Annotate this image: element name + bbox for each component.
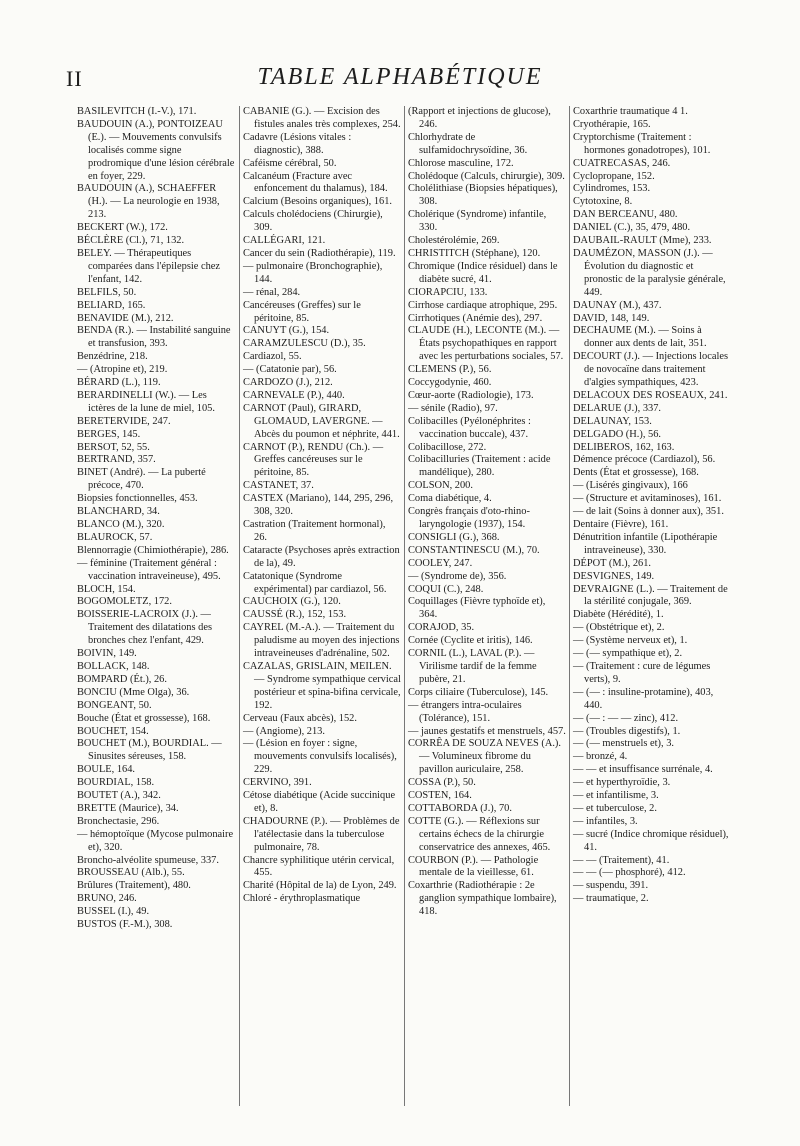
index-entry: DAN BERCEANU, 480. (573, 209, 678, 221)
index-entry: Cylindromes, 153. (573, 183, 651, 195)
index-entry: Démence précoce (Cardiazol), 56. (573, 454, 716, 466)
index-entry: COLSON, 200. (408, 480, 473, 492)
index-entry: — (Syndrome de), 356. (408, 570, 507, 582)
index-entry: CUATRECASAS, 246. (573, 157, 671, 169)
index-entry: BOUCHET (M.), BOURDIAL. — Sinusites séreuses, 158. (77, 738, 222, 763)
index-entry: — traumatique, 2. (573, 893, 649, 905)
index-entry: DECHAUME (M.). — Soins à donner aux dents de lait, 351. (573, 325, 707, 350)
index-entry: BAUDOUIN (A.), SCHAEFFER (H.). — La neurologie en 1938, 213. (77, 183, 220, 221)
index-entry: Cirrhotiques (Anémie des), 297. (408, 312, 543, 324)
index-entry: CLAUDE (H.), LECONTE (M.). — États psychopathiques en rapport avec les perturbations sociales, 57. (408, 325, 564, 363)
index-entry: DELACOUX DES ROSEAUX, 241. (573, 389, 728, 401)
index-entry: Caféisme cérébral, 50. (243, 157, 337, 169)
index-entry: Blennorragie (Chimiothérapie), 286. (77, 544, 229, 556)
index-entry: Calculs cholédociens (Chirurgie), 309. (243, 209, 383, 234)
index-entry: BASILEVITCH (I.-V.), 171. (77, 106, 197, 117)
index-entry: Broncho-alvéolite spumeuse, 337. (77, 854, 219, 866)
index-entry: Cétose diabétique (Acide succinique et), 8. (243, 790, 396, 814)
index-entry: BERTRAND, 357. (77, 454, 156, 466)
index-entry: Cerveau (Faux abcès), 152. (243, 712, 357, 724)
index-entry: CONSIGLI (G.), 368. (408, 531, 500, 543)
index-entry: CALLÉGARI, 121. (243, 235, 326, 247)
index-entry: CAUSSÉ (R.), 152, 153. (243, 609, 347, 621)
index-entry: Coquillages (Fièvre typhoïde et), 364. (408, 596, 546, 621)
index-entry: — étrangers intra-oculaires (Tolérance), 151. (408, 699, 522, 724)
index-entry: Colibacillose, 272. (408, 441, 487, 453)
index-entry: DELARUE (J.), 337. (573, 402, 662, 414)
index-column-3 (404, 106, 569, 1106)
index-entry: CAZALAS, GRISLAIN, MEILEN. — Syndrome sympathique cervical postérieur et spina-bifina cervicale, 192. (243, 660, 401, 711)
index-entry: BOISSERIE-LACROIX (J.). — Traitement des dilatations des bronches chez l'enfant, 429. (77, 609, 212, 647)
index-entry: — sénile (Radio), 97. (408, 402, 498, 414)
index-entry: CORNIL (L.), LAVAL (P.). — Virilisme tardif de la femme pubère, 21. (408, 648, 537, 685)
index-entry: CLEMENS (P.), 56. (408, 364, 492, 376)
index-entry: BERGES, 145. (77, 428, 141, 440)
index-entry: Bouche (État et grossesse), 168. (77, 712, 211, 724)
index-entry: — bronzé, 4. (573, 751, 628, 763)
index-entry: Cholérique (Syndrome) infantile, 330. (408, 209, 547, 234)
index-entry: BLANCHARD, 34. (77, 506, 160, 518)
index-entry: BUSTOS (F.-M.), 308. (77, 919, 173, 931)
index-entry: DELIBEROS, 162, 163. (573, 441, 675, 453)
index-entry: — et infantilisme, 3. (573, 790, 659, 802)
index-entry: Cœur-aorte (Radiologie), 173. (408, 389, 534, 401)
index-entry: Cyclopropane, 152. (573, 170, 655, 182)
index-entry: Cornée (Cyclite et iritis), 146. (408, 635, 533, 647)
index-entry: Cryothérapie, 165. (573, 118, 651, 130)
index-entry: Chancre syphilitique utérin cervical, 455. (243, 854, 395, 879)
index-entry: — et tuberculose, 2. (573, 802, 657, 814)
index-entry: — (Catatonie par), 56. (243, 364, 337, 376)
index-entry: Coxarthrie (Radiothérapie : 2e ganglion sympathique lombaire), 418. (408, 880, 557, 918)
index-entry: — féminine (Traitement général : vaccination intraveineuse), 495. (77, 557, 221, 582)
index-entry: BOIVIN, 149. (77, 648, 137, 660)
index-entry: — (Obstétrique et), 2. (573, 622, 665, 634)
index-entry: Congrès français d'oto-rhino-laryngologie (1937), 154. (408, 506, 530, 530)
index-entry: BOLLACK, 148. (77, 660, 150, 672)
index-column-2 (239, 106, 404, 1106)
index-entry: Coccygodynie, 460. (408, 377, 492, 389)
index-entry: — infantiles, 3. (573, 815, 638, 827)
index-entry: BELEY. — Thérapeutiques comparées dans l'épilepsie chez l'enfant, 142. (77, 247, 220, 285)
index-entry: DELAUNAY, 153. (573, 415, 652, 427)
index-entry: Dents (État et grossesse), 168. (573, 467, 699, 479)
index-entry: (Rapport et injections de glucose), 246. (408, 106, 551, 130)
index-entry: BERSOT, 52, 55. (77, 441, 150, 453)
index-entry: BOULE, 164. (77, 764, 136, 776)
index-entry: CANUYT (G.), 154. (243, 325, 330, 337)
index-entry: CARDOZO (J.), 212. (243, 377, 333, 389)
page-title: TABLE ALPHABÉTIQUE (257, 64, 543, 90)
index-entry: — (Lisérés gingivaux), 166 (573, 480, 688, 492)
index-entry: BÉCLÈRE (Cl.), 71, 132. (77, 235, 185, 247)
index-entry: — (Atropine et), 219. (77, 364, 168, 376)
index-entry: Cancéreuses (Greffes) sur le péritoine, 85. (243, 299, 361, 324)
index-entry: BONCIU (Mme Olga), 36. (77, 686, 190, 698)
index-entry: CHRISTITCH (Stéphane), 120. (408, 247, 541, 259)
index-entry: — suspendu, 391. (573, 880, 649, 892)
index-entry: CORAJOD, 35. (408, 622, 475, 634)
index-columns (74, 106, 734, 1106)
index-entry: Catatonique (Syndrome expérimental) par cardiazol, 56. (243, 570, 387, 595)
index-entry: — — (— phosphoré), 412. (573, 867, 686, 879)
index-column-1 (74, 106, 239, 1106)
index-entry: DÉPOT (M.), 261. (573, 557, 652, 569)
index-entry: Cardiazol, 55. (243, 351, 302, 363)
index-entry: — — et insuffisance surrénale, 4. (573, 764, 713, 776)
index-entry: CARNOT (P.), RENDU (Ch.). — Greffes cancéreuses sur le péritoine, 85. (243, 441, 384, 479)
index-entry: BOUCHET, 154. (77, 725, 149, 737)
index-entry: — et hyperthyroïdie, 3. (573, 777, 671, 789)
index-entry: BOURDIAL, 158. (77, 777, 155, 789)
index-entry: — (— : — — zinc), 412. (573, 712, 679, 724)
index-entry: CARAMZULESCU (D.), 35. (243, 338, 366, 350)
index-entry: COOLEY, 247. (408, 557, 473, 569)
index-entry: BERETERVIDE, 247. (77, 415, 171, 427)
index-entry: DAUBAIL-RAULT (Mme), 233. (573, 235, 712, 247)
index-entry: BROUSSEAU (Alb.), 55. (77, 867, 185, 879)
index-entry: BRETTE (Maurice), 34. (77, 802, 179, 814)
index-entry: Cholédoque (Calculs, chirurgie), 309. (408, 170, 565, 182)
index-entry: DESVIGNES, 149. (573, 570, 655, 582)
index-entry: BUSSEL (I.), 49. (77, 906, 150, 918)
index-entry: CASTEX (Mariano), 144, 295, 296, 308, 320. (243, 493, 394, 518)
index-entry: BLAUROCK, 57. (77, 531, 153, 543)
index-entry: BINET (André). — La puberté précoce, 470. (77, 467, 206, 492)
index-entry: DAVID, 148, 149. (573, 312, 650, 324)
index-entry: CHADOURNE (P.). — Problèmes de l'atélectasie dans la tuberculose pulmonaire, 78. (243, 815, 400, 853)
index-entry: CORRÊA DE SOUZA NEVES (A.). — Volumineux fibrome du pavillon auriculaire, 258. (408, 738, 561, 776)
index-entry: COSSA (P.), 50. (408, 777, 476, 789)
index-entry: — (— menstruels et), 3. (573, 738, 674, 750)
index-entry: — (Angiome), 213. (243, 725, 325, 737)
index-entry: BAUDOUIN (A.), PONTOIZEAU (E.). — Mouvements convulsifs localisés comme signe prodromique d'une lésion cérébrale en foyer, 229. (77, 118, 235, 182)
index-entry: BLANCO (M.), 320. (77, 519, 165, 530)
index-entry: CONSTANTINESCU (M.), 70. (408, 544, 540, 556)
index-entry: Cholélithiase (Biopsies hépatiques), 308. (408, 183, 558, 208)
index-entry: — (Lésion en foyer : signe, mouvements convulsifs localisés), 229. (243, 738, 397, 776)
index-entry: Coxarthrie traumatique 4 1. (573, 106, 688, 117)
index-entry: CARNEVALE (P.), 440. (243, 389, 345, 401)
index-entry: — (— sympathique et), 2. (573, 648, 683, 660)
index-entry: Cryptorchisme (Traitement : hormones gonadotropes), 101. (573, 131, 711, 156)
index-entry: BOUTET (A.), 342. (77, 790, 161, 802)
index-entry: Cataracte (Psychoses après extraction de la), 49. (243, 544, 400, 569)
index-entry: COSTEN, 164. (408, 790, 472, 802)
index-entry: Cadavre (Lésions vitales : diagnostic), 388. (243, 131, 352, 156)
index-entry: Calcanéum (Fracture avec enfoncement du thalamus), 184. (243, 170, 388, 195)
index-entry: Cytotoxine, 8. (573, 196, 633, 208)
index-entry: COTTABORDA (J.), 70. (408, 802, 512, 814)
index-entry: DAUNAY (M.), 437. (573, 299, 662, 311)
index-entry: DEVRAIGNE (L.). — Traitement de la stérilité conjugale, 369. (573, 583, 728, 608)
index-entry: CIORAPCIU, 133. (408, 286, 488, 298)
index-entry: Chlorhydrate de sulfamidochrysoïdine, 36. (408, 131, 528, 156)
index-entry: Dentaire (Fièvre), 161. (573, 519, 669, 530)
index-entry: BENDA (R.). — Instabilité sanguine et transfusion, 393. (77, 325, 231, 350)
index-entry: Brûlures (Traitement), 480. (77, 880, 191, 892)
index-entry: — (Système nerveux et), 1. (573, 635, 688, 647)
index-entry: — (— : insuline-protamine), 403, 440. (573, 686, 714, 711)
index-entry: CAYREL (M.-A.). — Traitement du paludisme au moyen des injections intraveineuses d'adrénaline, 502. (243, 622, 400, 660)
index-entry: Chloré - érythroplasmatique (243, 893, 361, 905)
index-entry: Bronchectasie, 296. (77, 815, 160, 827)
index-entry: BENAVIDE (M.), 212. (77, 312, 174, 324)
index-entry: BOMPARD (Ét.), 26. (77, 673, 167, 685)
index-entry: CERVINO, 391. (243, 777, 312, 789)
index-entry: DECOURT (J.). — Injections locales de novocaïne dans traitement d'algies sympathiques, 423. (573, 351, 729, 389)
index-entry: — rénal, 284. (243, 286, 301, 298)
index-entry: Colibacilluries (Traitement : acide mandélique), 280. (408, 454, 551, 479)
index-entry: Biopsies fonctionnelles, 453. (77, 493, 198, 505)
index-entry: Cirrhose cardiaque atrophique, 295. (408, 299, 558, 311)
index-entry: — (Troubles digestifs), 1. (573, 725, 681, 737)
index-entry: BERARDINELLI (W.). — Les ictères de la lune de miel, 105. (77, 389, 215, 414)
index-entry: BECKERT (W.), 172. (77, 222, 168, 234)
index-entry: CASTANET, 37. (243, 480, 314, 492)
index-entry: BELFILS, 50. (77, 286, 137, 298)
index-entry: Charité (Hôpital de la) de Lyon, 249. (243, 880, 397, 892)
index-entry: — jaunes gestatifs et menstruels, 457. (408, 725, 566, 737)
index-entry: Chromique (Indice résiduel) dans le diabète sucré, 41. (408, 260, 558, 285)
index-entry: — hémoptoïque (Mycose pulmonaire et), 320. (77, 828, 234, 853)
index-entry: DAUMÉZON, MASSON (J.). — Évolution du diagnostic et pronostic de la paralysie générale, 449. (573, 247, 726, 298)
index-entry: CARNOT (Paul), GIRARD, GLOMAUD, LAVERGNE. — Abcès du poumon et néphrite, 441. (243, 402, 400, 440)
index-entry: Coma diabétique, 4. (408, 493, 492, 505)
index-entry: BÉRARD (L.), 119. (77, 377, 161, 389)
index-entry: BOGOMOLETZ, 172. (77, 596, 172, 608)
page-number: II (66, 66, 83, 91)
index-entry: Chlorose masculine, 172. (408, 157, 514, 169)
index-entry: Cholestérolémie, 269. (408, 235, 500, 247)
index-entry: Cancer du sein (Radiothérapie), 119. (243, 247, 396, 259)
index-entry: COQUI (C.), 248. (408, 583, 484, 595)
index-entry: BRUNO, 246. (77, 893, 137, 905)
index-entry: — pulmonaire (Bronchographie), 144. (243, 260, 383, 285)
index-entry: Calcium (Besoins organiques), 161. (243, 196, 393, 208)
index-entry: COURBON (P.). — Pathologie mentale de la vieillesse, 61. (408, 854, 539, 879)
index-entry: — — (Traitement), 41. (573, 854, 670, 866)
index-entry: BLOCH, 154. (77, 583, 136, 595)
index-entry: Castration (Traitement hormonal), 26. (243, 519, 386, 543)
index-entry: Dénutrition infantile (Lipothérapie intraveineuse), 330. (573, 531, 718, 556)
index-entry: — (Traitement : cure de légumes verts), 9. (573, 660, 711, 685)
index-column-4 (569, 106, 734, 1106)
index-entry: — sucré (Indice chromique résiduel), 41. (573, 828, 729, 853)
index-entry: COTTE (G.). — Réflexions sur certains échecs de la chirurgie conservatrice des annexes, 465. (408, 815, 551, 853)
index-entry: Diabète (Hérédité), 1. (573, 609, 664, 621)
index-entry: BELIARD, 165. (77, 299, 146, 311)
index-entry: CABANIÉ (G.). — Excision des fistules anales très complexes, 254. (243, 106, 401, 130)
index-entry: Corps ciliaire (Tuberculose), 145. (408, 686, 549, 698)
index-entry: Benzédrine, 218. (77, 351, 148, 363)
index-entry: Colibacilles (Pyélonéphrites : vaccination buccale), 437. (408, 415, 531, 440)
index-entry: — de lait (Soins à donner aux), 351. (573, 506, 724, 518)
index-entry: DELGADO (H.), 56. (573, 428, 662, 440)
index-entry: DANIEL (C.), 35, 479, 480. (573, 222, 691, 234)
index-entry: — (Structure et avitaminoses), 161. (573, 493, 722, 505)
index-entry: CAUCHOIX (G.), 120. (243, 596, 341, 608)
index-entry: BONGEANT, 50. (77, 699, 152, 711)
